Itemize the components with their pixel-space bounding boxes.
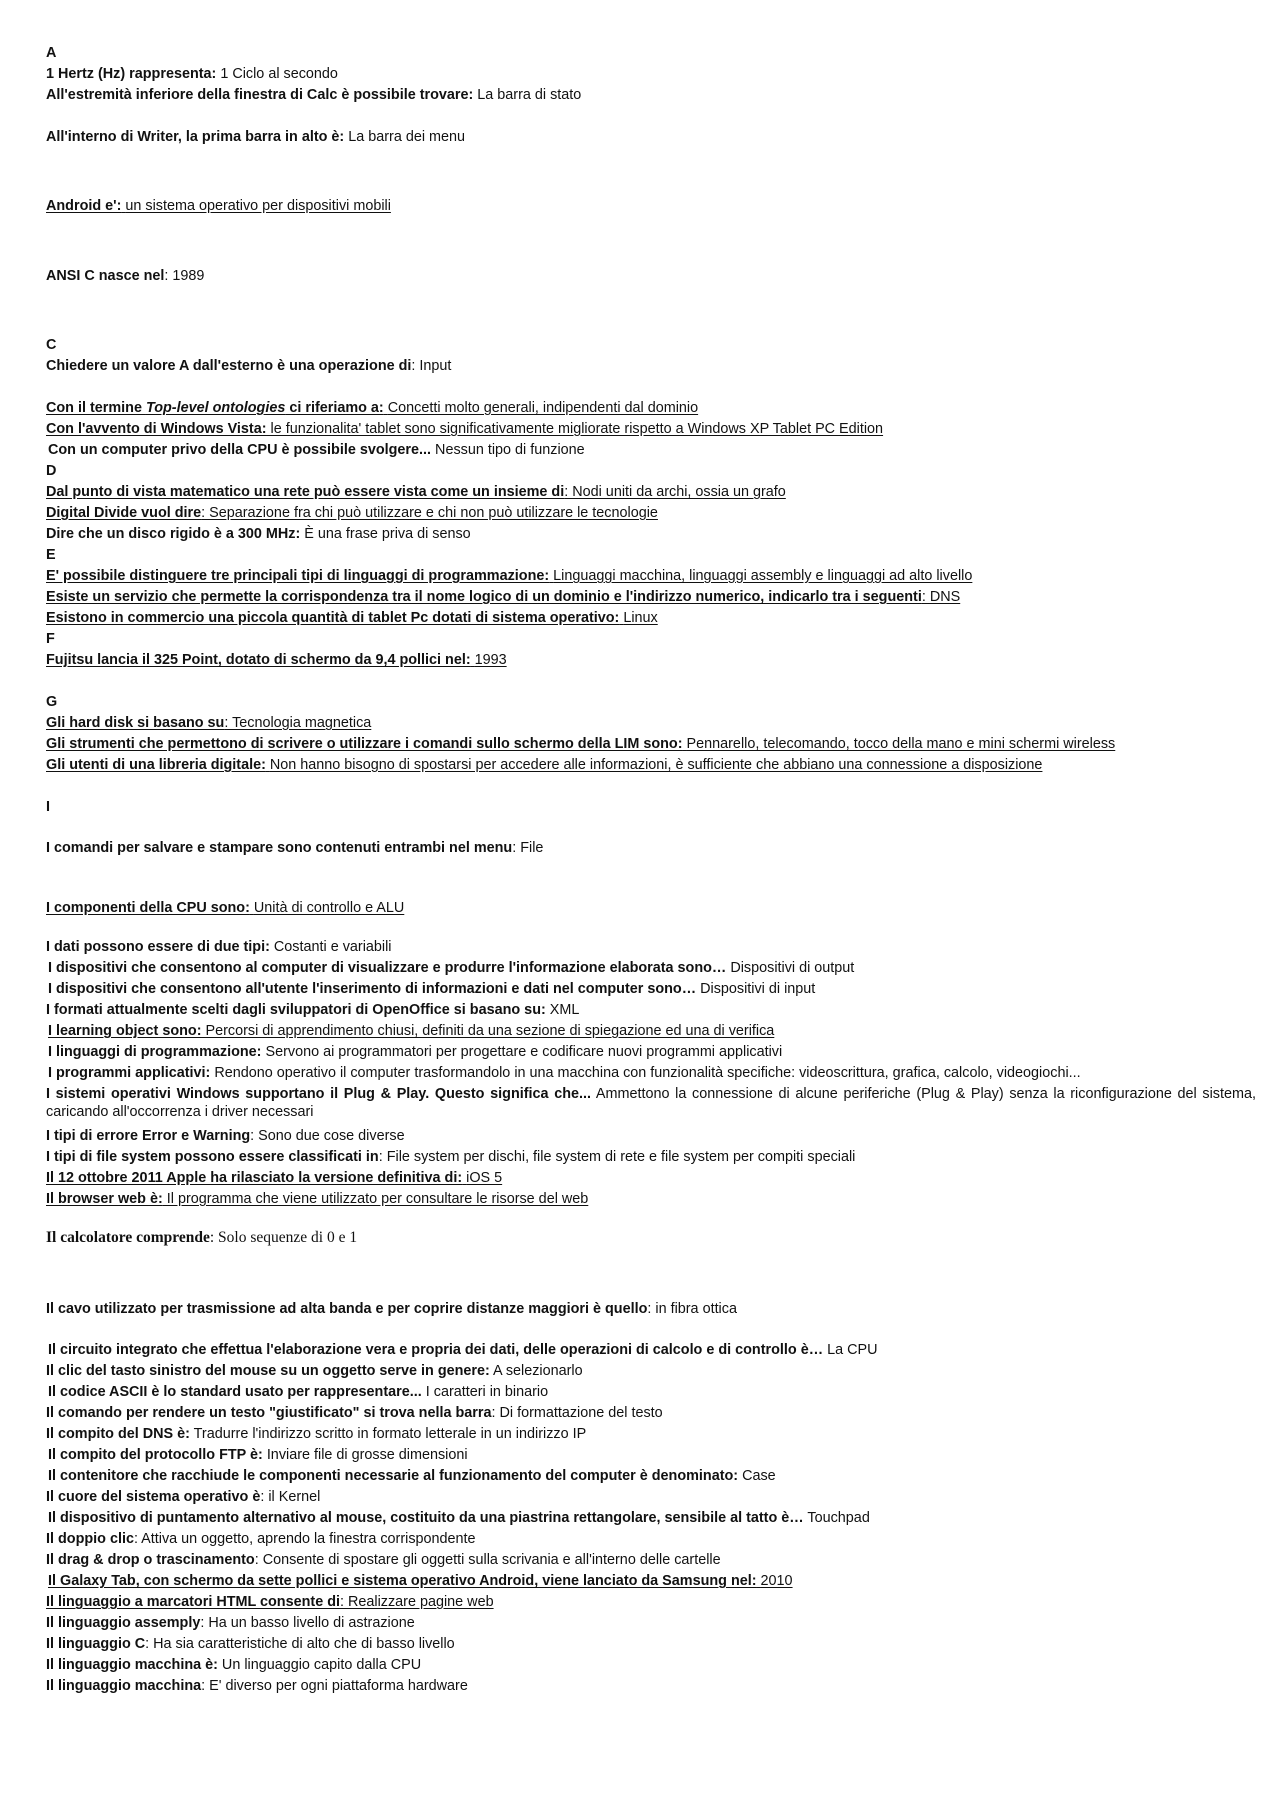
- question-text: Chiedere un valore A dall'esterno è una operazione di: [46, 358, 412, 374]
- question-text: Esistono in commercio una piccola quantità di tablet Pc dotati di sistema operativo:: [46, 610, 620, 626]
- answer-text: Un linguaggio capito dalla CPU: [221, 1657, 422, 1673]
- question-text: Il clic del tasto sinistro del mouse su un oggetto serve in genere:: [46, 1363, 490, 1379]
- qa-line: [46, 1362, 583, 1380]
- question-text: Gli hard disk si basano su: [46, 715, 225, 731]
- question-text: Il linguaggio a marcatori HTML consente di: [46, 1594, 340, 1610]
- question-text: Il compito del protocollo FTP è:: [48, 1447, 263, 1463]
- question-text: I dispositivi che consentono al computer di visualizzare e produrre l'informazione elaborata sono…: [48, 960, 727, 976]
- answer-text: : File: [512, 840, 544, 856]
- answer-text: La CPU: [823, 1342, 878, 1358]
- answer-text: Percorsi di apprendimento chiusi, definiti da una sezione di spiegazione ed una di verifica: [205, 1023, 775, 1039]
- question-text: Con il termine: [46, 400, 146, 416]
- answer-text: iOS 5: [466, 1170, 503, 1186]
- qa-line: [46, 1190, 588, 1208]
- answer-text: La barra di stato: [477, 87, 582, 103]
- question-text: Android e':: [46, 198, 122, 214]
- question-text: Fujitsu lancia il 325 Point, dotato di schermo da 9,4 pollici nel:: [46, 652, 471, 668]
- qa-line: [48, 1043, 782, 1061]
- question-text: I sistemi operativi Windows supportano il Plug & Play. Questo significa che...: [46, 1086, 591, 1102]
- answer-text: A selezionarlo: [493, 1363, 583, 1379]
- answer-text: Costanti e variabili: [273, 939, 392, 955]
- question-text: Il comando per rendere un testo "giustificato" si trova nella barra: [46, 1405, 492, 1421]
- answer-text: un sistema operativo per dispositivi mobili: [125, 198, 391, 214]
- answer-text: Unità di controllo e ALU: [253, 900, 405, 916]
- answer-text: Touchpad: [807, 1510, 870, 1526]
- qa-line: [46, 567, 972, 585]
- question-text: 1 Hertz (Hz) rappresenta:: [46, 66, 217, 82]
- question-text: I comandi per salvare e stampare sono contenuti entrambi nel menu: [46, 840, 513, 856]
- answer-text: : Nodi uniti da archi, ossia un grafo: [564, 484, 786, 500]
- qa-line: [46, 839, 543, 857]
- qa-line: [46, 1300, 737, 1318]
- qa-line: [46, 1085, 1256, 1121]
- qa-line: [46, 1635, 455, 1653]
- question-text: I linguaggi di programmazione:: [48, 1044, 262, 1060]
- qa-line: [46, 938, 391, 956]
- question-text: All'interno di Writer, la prima barra in alto è:: [46, 129, 345, 145]
- answer-text: 2010: [760, 1573, 793, 1589]
- qa-line: [46, 197, 391, 215]
- question-text: Il calcolatore comprende: [46, 1229, 210, 1246]
- qa-line: [46, 1148, 855, 1166]
- answer-text: : Separazione fra chi può utilizzare e chi non può utilizzare le tecnologie: [201, 505, 658, 521]
- question-text: Il 12 ottobre 2011 Apple ha rilasciato la versione definitiva di:: [46, 1170, 463, 1186]
- answer-text: Linux: [623, 610, 658, 626]
- qa-line: [46, 1677, 468, 1695]
- answer-text: : Ha sia caratteristiche di alto che di basso livello: [145, 1636, 455, 1652]
- answer-text: Inviare file di grosse dimensioni: [266, 1447, 468, 1463]
- answer-text: Servono ai programmatori per progettare e codificare nuovi programmi applicativi: [265, 1044, 783, 1060]
- answer-text: Dispositivi di input: [700, 981, 816, 997]
- section-letter-text: E: [46, 547, 56, 563]
- qa-line: [46, 609, 658, 627]
- answer-text: : Ha un basso livello di astrazione: [200, 1615, 415, 1631]
- section-letter: [46, 336, 56, 354]
- answer-text: : il Kernel: [260, 1489, 321, 1505]
- question-text-tail: ci riferiamo a:: [285, 400, 384, 416]
- qa-line: [46, 1656, 421, 1674]
- qa-line: [46, 267, 204, 285]
- question-text: I programmi applicativi:: [48, 1065, 211, 1081]
- qa-line: [48, 1446, 468, 1464]
- answer-text: 1993: [474, 652, 507, 668]
- question-text: Il linguaggio macchina è:: [46, 1657, 218, 1673]
- qa-line: [46, 1488, 320, 1506]
- question-text: I learning object sono:: [48, 1023, 202, 1039]
- answer-text: : Sono due cose diverse: [250, 1128, 405, 1144]
- qa-line: [48, 1509, 870, 1527]
- answer-text: Pennarello, telecomando, tocco della mano e mini schermi wireless: [686, 736, 1116, 752]
- qa-line: [46, 1229, 357, 1247]
- qa-line: [46, 1001, 579, 1019]
- qa-line: [46, 1425, 586, 1443]
- qa-line: [48, 441, 585, 459]
- answer-text: : Consente di spostare gli oggetti sulla scrivania e all'interno delle cartelle: [254, 1552, 721, 1568]
- answer-text: I caratteri in binario: [421, 1384, 549, 1400]
- qa-line: [46, 651, 507, 669]
- question-text: Dire che un disco rigido è a 300 MHz:: [46, 526, 301, 542]
- qa-line: [46, 899, 404, 917]
- question-text: I tipi di errore Error e Warning: [46, 1128, 251, 1144]
- answer-text: Tradurre l'indirizzo scritto in formato letterale in un indirizzo IP: [193, 1426, 587, 1442]
- question-text: I tipi di file system possono essere classificati in: [46, 1149, 379, 1165]
- question-text: Il linguaggio C: [46, 1636, 146, 1652]
- answer-text: : Solo sequenze di 0 e 1: [209, 1229, 358, 1246]
- answer-text: le funzionalita' tablet sono significativamente migliorate rispetto a Windows XP Tablet PC Edition: [270, 421, 884, 437]
- question-text: Il circuito integrato che effettua l'elaborazione vera e propria dei dati, delle operazioni di calcolo e di controllo è…: [48, 1342, 824, 1358]
- answer-text: : Tecnologia magnetica: [224, 715, 372, 731]
- question-text: Il linguaggio assemply: [46, 1615, 201, 1631]
- question-text: Il linguaggio macchina: [46, 1678, 202, 1694]
- answer-text: 1 Ciclo al secondo: [220, 66, 338, 82]
- section-letter: [46, 630, 55, 648]
- answer-text: È una frase priva di senso: [304, 526, 471, 542]
- question-text: Il cavo utilizzato per trasmissione ad alta banda e per coprire distanze maggiori è quello: [46, 1301, 648, 1317]
- qa-line: [48, 1064, 1081, 1082]
- qa-line: [48, 1467, 776, 1485]
- answer-text: Ammettono la connessione di alcune periferiche (Plug & Play) senza la riconfigurazione del sistema, caricando all'occorrenza i driver necessari: [46, 1086, 1256, 1120]
- question-text: Dal punto di vista matematico una rete può essere vista come un insieme di: [46, 484, 565, 500]
- answer-text: : File system per dischi, file system di rete e file system per compiti speciali: [378, 1149, 856, 1165]
- qa-line: [46, 756, 1042, 774]
- question-text: Esiste un servizio che permette la corrispondenza tra il nome logico di un dominio e l'indirizzo numerico, indicarlo tra i seguenti: [46, 589, 922, 605]
- question-text: Il contenitore che racchiude le componenti necessarie al funzionamento del computer è denominato:: [48, 1468, 739, 1484]
- answer-text: Nessun tipo di funzione: [435, 442, 585, 458]
- answer-text: Rendono operativo il computer trasformandolo in una macchina con funzionalità specifiche: videoscrittura, grafica, calcolo, videogiochi...: [214, 1065, 1081, 1081]
- qa-line: [46, 128, 465, 146]
- answer-text: XML: [549, 1002, 580, 1018]
- qa-line: [48, 980, 815, 998]
- section-letter-text: A: [46, 45, 57, 61]
- answer-text: Linguaggi macchina, linguaggi assembly e linguaggi ad alto livello: [553, 568, 973, 584]
- qa-line: [48, 1572, 793, 1590]
- question-text: Digital Divide vuol dire: [46, 505, 202, 521]
- qa-line: [48, 1341, 877, 1359]
- answer-text: : Realizzare pagine web: [339, 1594, 494, 1610]
- qa-line: [46, 714, 371, 732]
- question-text: Il compito del DNS è:: [46, 1426, 190, 1442]
- question-text: I dispositivi che consentono all'utente l'inserimento di informazioni e dati nel computer sono…: [48, 981, 697, 997]
- section-letter-text: G: [46, 694, 58, 710]
- qa-line: [46, 735, 1115, 753]
- question-text: Il codice ASCII è lo standard usato per rappresentare...: [48, 1384, 422, 1400]
- question-text: I formati attualmente scelti dagli sviluppatori di OpenOffice si basano su:: [46, 1002, 546, 1018]
- qa-line: [46, 483, 786, 501]
- section-letter: [46, 44, 56, 62]
- answer-text: : DNS: [921, 589, 961, 605]
- answer-text: Il programma che viene utilizzato per consultare le risorse del web: [162, 1191, 589, 1207]
- question-text: Gli utenti di una libreria digitale:: [46, 757, 266, 773]
- section-letter: [46, 462, 56, 480]
- section-letter-text: I: [46, 799, 50, 815]
- answer-text: Case: [742, 1468, 776, 1484]
- qa-line: [46, 420, 883, 438]
- qa-line: [46, 1404, 663, 1422]
- answer-text: : in fibra ottica: [647, 1301, 737, 1317]
- qa-line: [46, 399, 698, 417]
- answer-text: : E' diverso per ogni piattaforma hardware: [201, 1678, 468, 1694]
- qa-line: [46, 1169, 502, 1187]
- answer-text: Concetti molto generali, indipendenti dal dominio: [387, 400, 699, 416]
- section-letter-text: C: [46, 337, 57, 353]
- answer-text: : Input: [411, 358, 452, 374]
- qa-line: [46, 65, 338, 83]
- section-letter-text: F: [46, 631, 55, 647]
- qa-line: [46, 588, 960, 606]
- qa-line: [48, 959, 854, 977]
- qa-line: [46, 1530, 476, 1548]
- question-text: Il cuore del sistema operativo è: [46, 1489, 261, 1505]
- question-text: All'estremità inferiore della finestra di Calc è possibile trovare:: [46, 87, 474, 103]
- answer-text: : Di formattazione del testo: [491, 1405, 663, 1421]
- qa-line: [46, 525, 471, 543]
- question-text: Il Galaxy Tab, con schermo da sette pollici e sistema operativo Android, viene lanciato da Samsung nel:: [48, 1573, 757, 1589]
- answer-text: Non hanno bisogno di spostarsi per accedere alle informazioni, è sufficiente che abbiano una connessione a disposizione: [269, 757, 1043, 773]
- question-text: Il dispositivo di puntamento alternativo al mouse, costituito da una piastrina rettangolare, sensibile al tatto è…: [48, 1510, 804, 1526]
- question-text: ANSI C nasce nel: [46, 268, 165, 284]
- answer-text: La barra dei menu: [348, 129, 466, 145]
- qa-line: [46, 1614, 415, 1632]
- question-text: Il drag & drop o trascinamento: [46, 1552, 255, 1568]
- qa-line: [46, 86, 581, 104]
- section-letter-text: D: [46, 463, 57, 479]
- question-text: Il browser web è:: [46, 1191, 163, 1207]
- qa-line: [48, 1383, 548, 1401]
- qa-line: [48, 1022, 774, 1040]
- qa-line: [46, 1551, 721, 1569]
- answer-text: : Attiva un oggetto, aprendo la finestra corrispondente: [133, 1531, 476, 1547]
- question-text: Con un computer privo della CPU è possibile svolgere...: [48, 442, 432, 458]
- question-text: I dati possono essere di due tipi:: [46, 939, 270, 955]
- section-letter: [46, 693, 57, 711]
- qa-line: [46, 1593, 494, 1611]
- question-text: Il doppio clic: [46, 1531, 134, 1547]
- section-letter: [46, 546, 56, 564]
- question-text: Gli strumenti che permettono di scrivere o utilizzare i comandi sullo schermo della LIM sono:: [46, 736, 683, 752]
- question-text: E' possibile distinguere tre principali tipi di linguaggi di programmazione:: [46, 568, 550, 584]
- section-letter: [46, 798, 50, 816]
- qa-line: [46, 1127, 405, 1145]
- qa-line: [46, 504, 658, 522]
- answer-text: Dispositivi di output: [730, 960, 855, 976]
- question-text: Con l'avvento di Windows Vista:: [46, 421, 267, 437]
- question-italic-text: Top-level ontologies: [145, 400, 286, 416]
- question-text: I componenti della CPU sono:: [46, 900, 250, 916]
- qa-line: [46, 357, 451, 375]
- answer-text: : 1989: [164, 268, 205, 284]
